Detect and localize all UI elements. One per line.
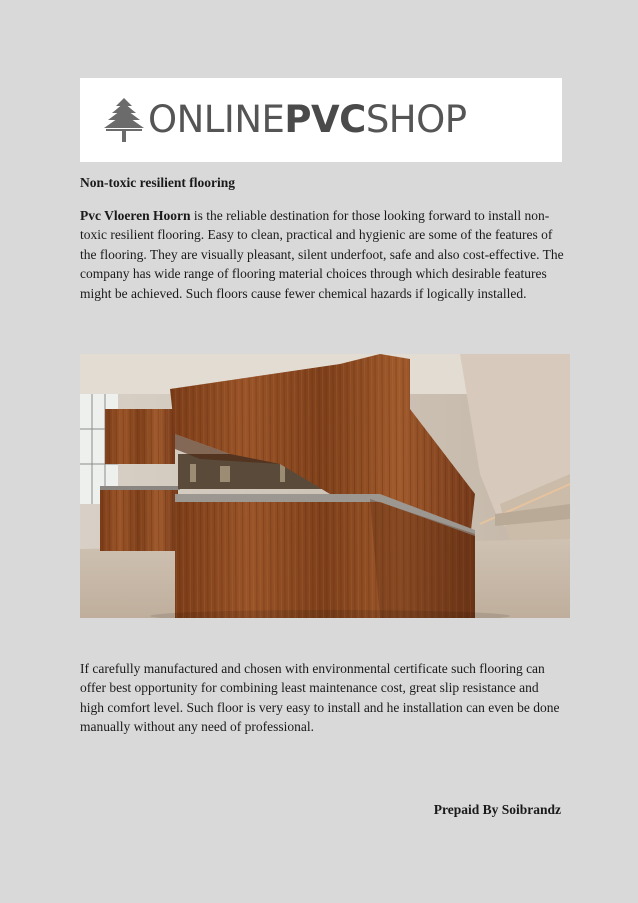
paragraph-intro (80, 206, 564, 303)
logo-banner (80, 78, 562, 162)
logo-text-shop: SHOP (365, 98, 467, 141)
paragraph-intro-lead: Pvc Vloeren Hoorn (80, 208, 191, 223)
footer-credit: Prepaid By Soibrandz (433, 802, 561, 817)
tree-icon (102, 96, 146, 144)
logo-text-online: ONLINE (148, 98, 285, 141)
kitchen-photo (80, 354, 570, 618)
section-heading: Non-toxic resilient flooring (80, 175, 235, 190)
paragraph-details: If carefully manufactured and chosen with environmental certificate such flooring can offer best opportunity for combining least maintenance cost, great slip resistance and high comfort level. Such floor is very easy to install and he installation can even be done manually without any need of professional. (80, 661, 560, 735)
logo-wordmark (148, 100, 467, 140)
paragraph-intro-body: is the reliable destination for those looking forward to install non-toxic resilient flooring. Easy to clean, practical and hygienic are some of the features of the flooring. They are visually pleasant, silent underfoot, safe and also cost-effective. The company has wide range of flooring material choices through which desirable features might be achieved. Such floors cause fewer chemical hazards if logically installed. (80, 208, 564, 301)
logo-text-pvc: PVC (284, 98, 366, 141)
